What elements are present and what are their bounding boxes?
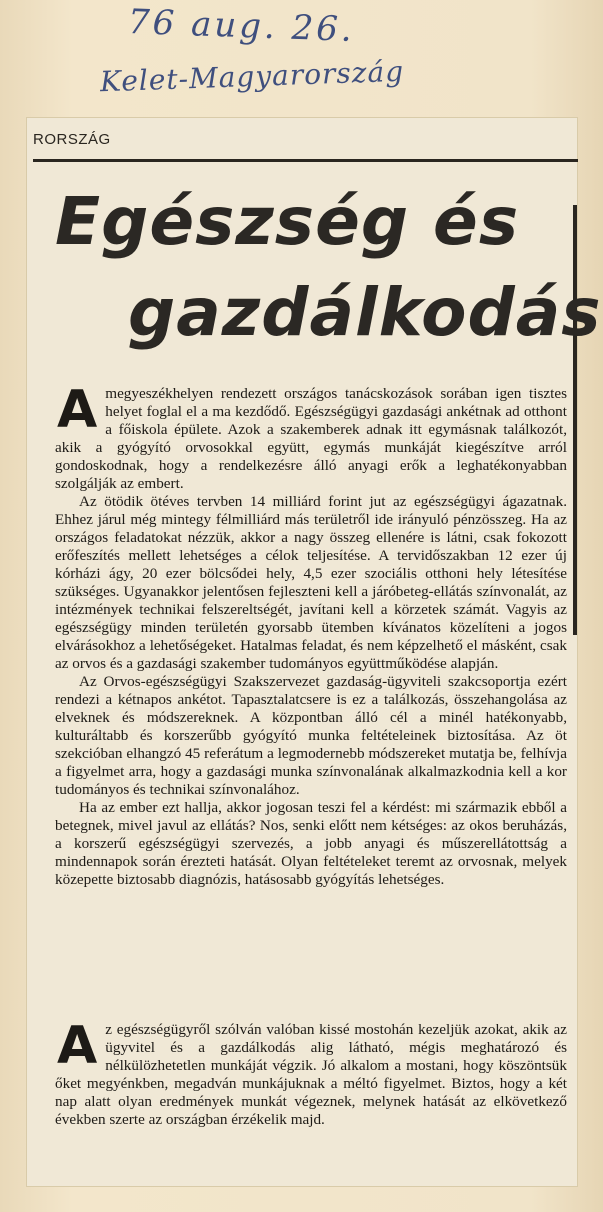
paragraph: Az ötödik ötéves tervben 14 milliárd forint jut az egészségügyi ágazatnak. Ehhez járul még mintegy félmilliárd más területről ide irányuló pénzösszeg. Ha az országos feladatokat nézzük, akkor a nagy összeg ellenére is látni, csak fokozott erőfeszítés mellett lehetséges a célok teljesítése. A tervidőszakban 12 ezer új kórházi ágy, 20 ezer bölcsődei hely, 4,5 ezer szociális otthoni hely létesítése szükséges. Ugyanakkor jelentősen fejleszteni kell a járóbeteg-ellátás színvonalát, az intézmények technikai felszereltségét, javítani kell a körzetek számát. Vagyis az egészségügy minden területén gyorsabb ütemben kívánatos közelíteni a jogos elvárásokhoz a lehetőségeket. Hatalmas feladat, és nem képzelhető el másként, csak az orvos és a gazdasági szakember tudományos együttműködése alapján.: [55, 493, 567, 672]
dropcap-1: A: [57, 380, 98, 440]
top-rule-divider: [33, 159, 578, 162]
handwritten-source: Kelet-Magyarország: [99, 54, 405, 99]
article-body-part-2: [55, 1016, 567, 1129]
handwritten-date: 76 aug. 26.: [127, 2, 356, 50]
paragraph: z egészségügyről szólván valóban kissé mostohán kezeljük azokat, akik az ügyvitel és a gazdálkodás alig látható, mégis meghatározó és nélkülözhetetlen munkáját végzik. Jó alkalom a mostani, hogy köszöntsük őket megyénkben, megadván munkájuknak a méltó figyelmet. Biztos, hogy a két nap alatt olyan eredmények munkát végeznek, melynek hatását az elkövetkező években szerte az országban érzékelik majd.: [55, 1021, 567, 1128]
headline-line-1: Egészség és: [55, 183, 520, 260]
paragraph: Az Orvos-egészségügyi Szakszervezet gazdaság-ügyviteli szakcsoportja ezért rendezi a kétnapos ankétot. Tapasztalatcsere is ez a találkozás, összehangolása az elveknek és módszereknek. A központban álló cél a minél hatékonyabb, kulturáltabb és korszerűbb gyógyító munka feltételeinek biztosítása. Az öt szekcióban elhangzó 45 referátum a legmodernebb módszereket mutatja be, felhívja a figyelmet arra, hogy a gazdasági munka színvonalának alkalmazkodnia kell a kor tudományos és technikai színvonalához.: [55, 673, 567, 798]
paragraph: megyeszékhelyen rendezett országos tanácskozások sorában igen tisztes helyet foglal el a ma kezdődő. Egészségügyi gazdasági ankétnak ad otthont a főiskola épülete. Azok a szakemberek adnak itt egymásnak találkozót, akik a gyógyító orvosokkal együtt, egymás munkáját kiegészítve arról gondoskodnak, hogy a rendelkezésre álló anyagi erők a leghatékonyabban szolgálják az embert.: [55, 385, 567, 492]
section-label: RORSZÁG: [33, 131, 111, 148]
paragraph: Ha az ember ezt hallja, akkor jogosan teszi fel a kérdést: mi származik ebből a betegnek, mivel javul az ellátás? Nos, senki előtt nem kétséges: az okos beruházás, a korszerű egészségügyi szervezés, a jobb anyagi és műszerellátottság a mindennapok során érezteti hatását. Olyan feltételeket teremt az orvosnak, melyek közepette biztosabb diagnózis, hatásosabb gyógyítás lehetséges.: [55, 799, 567, 888]
headline-line-2: gazdálkodás: [128, 274, 602, 351]
right-rule-divider: [573, 205, 577, 635]
article-body-part-1: [55, 380, 567, 889]
dropcap-2: A: [57, 1016, 98, 1076]
